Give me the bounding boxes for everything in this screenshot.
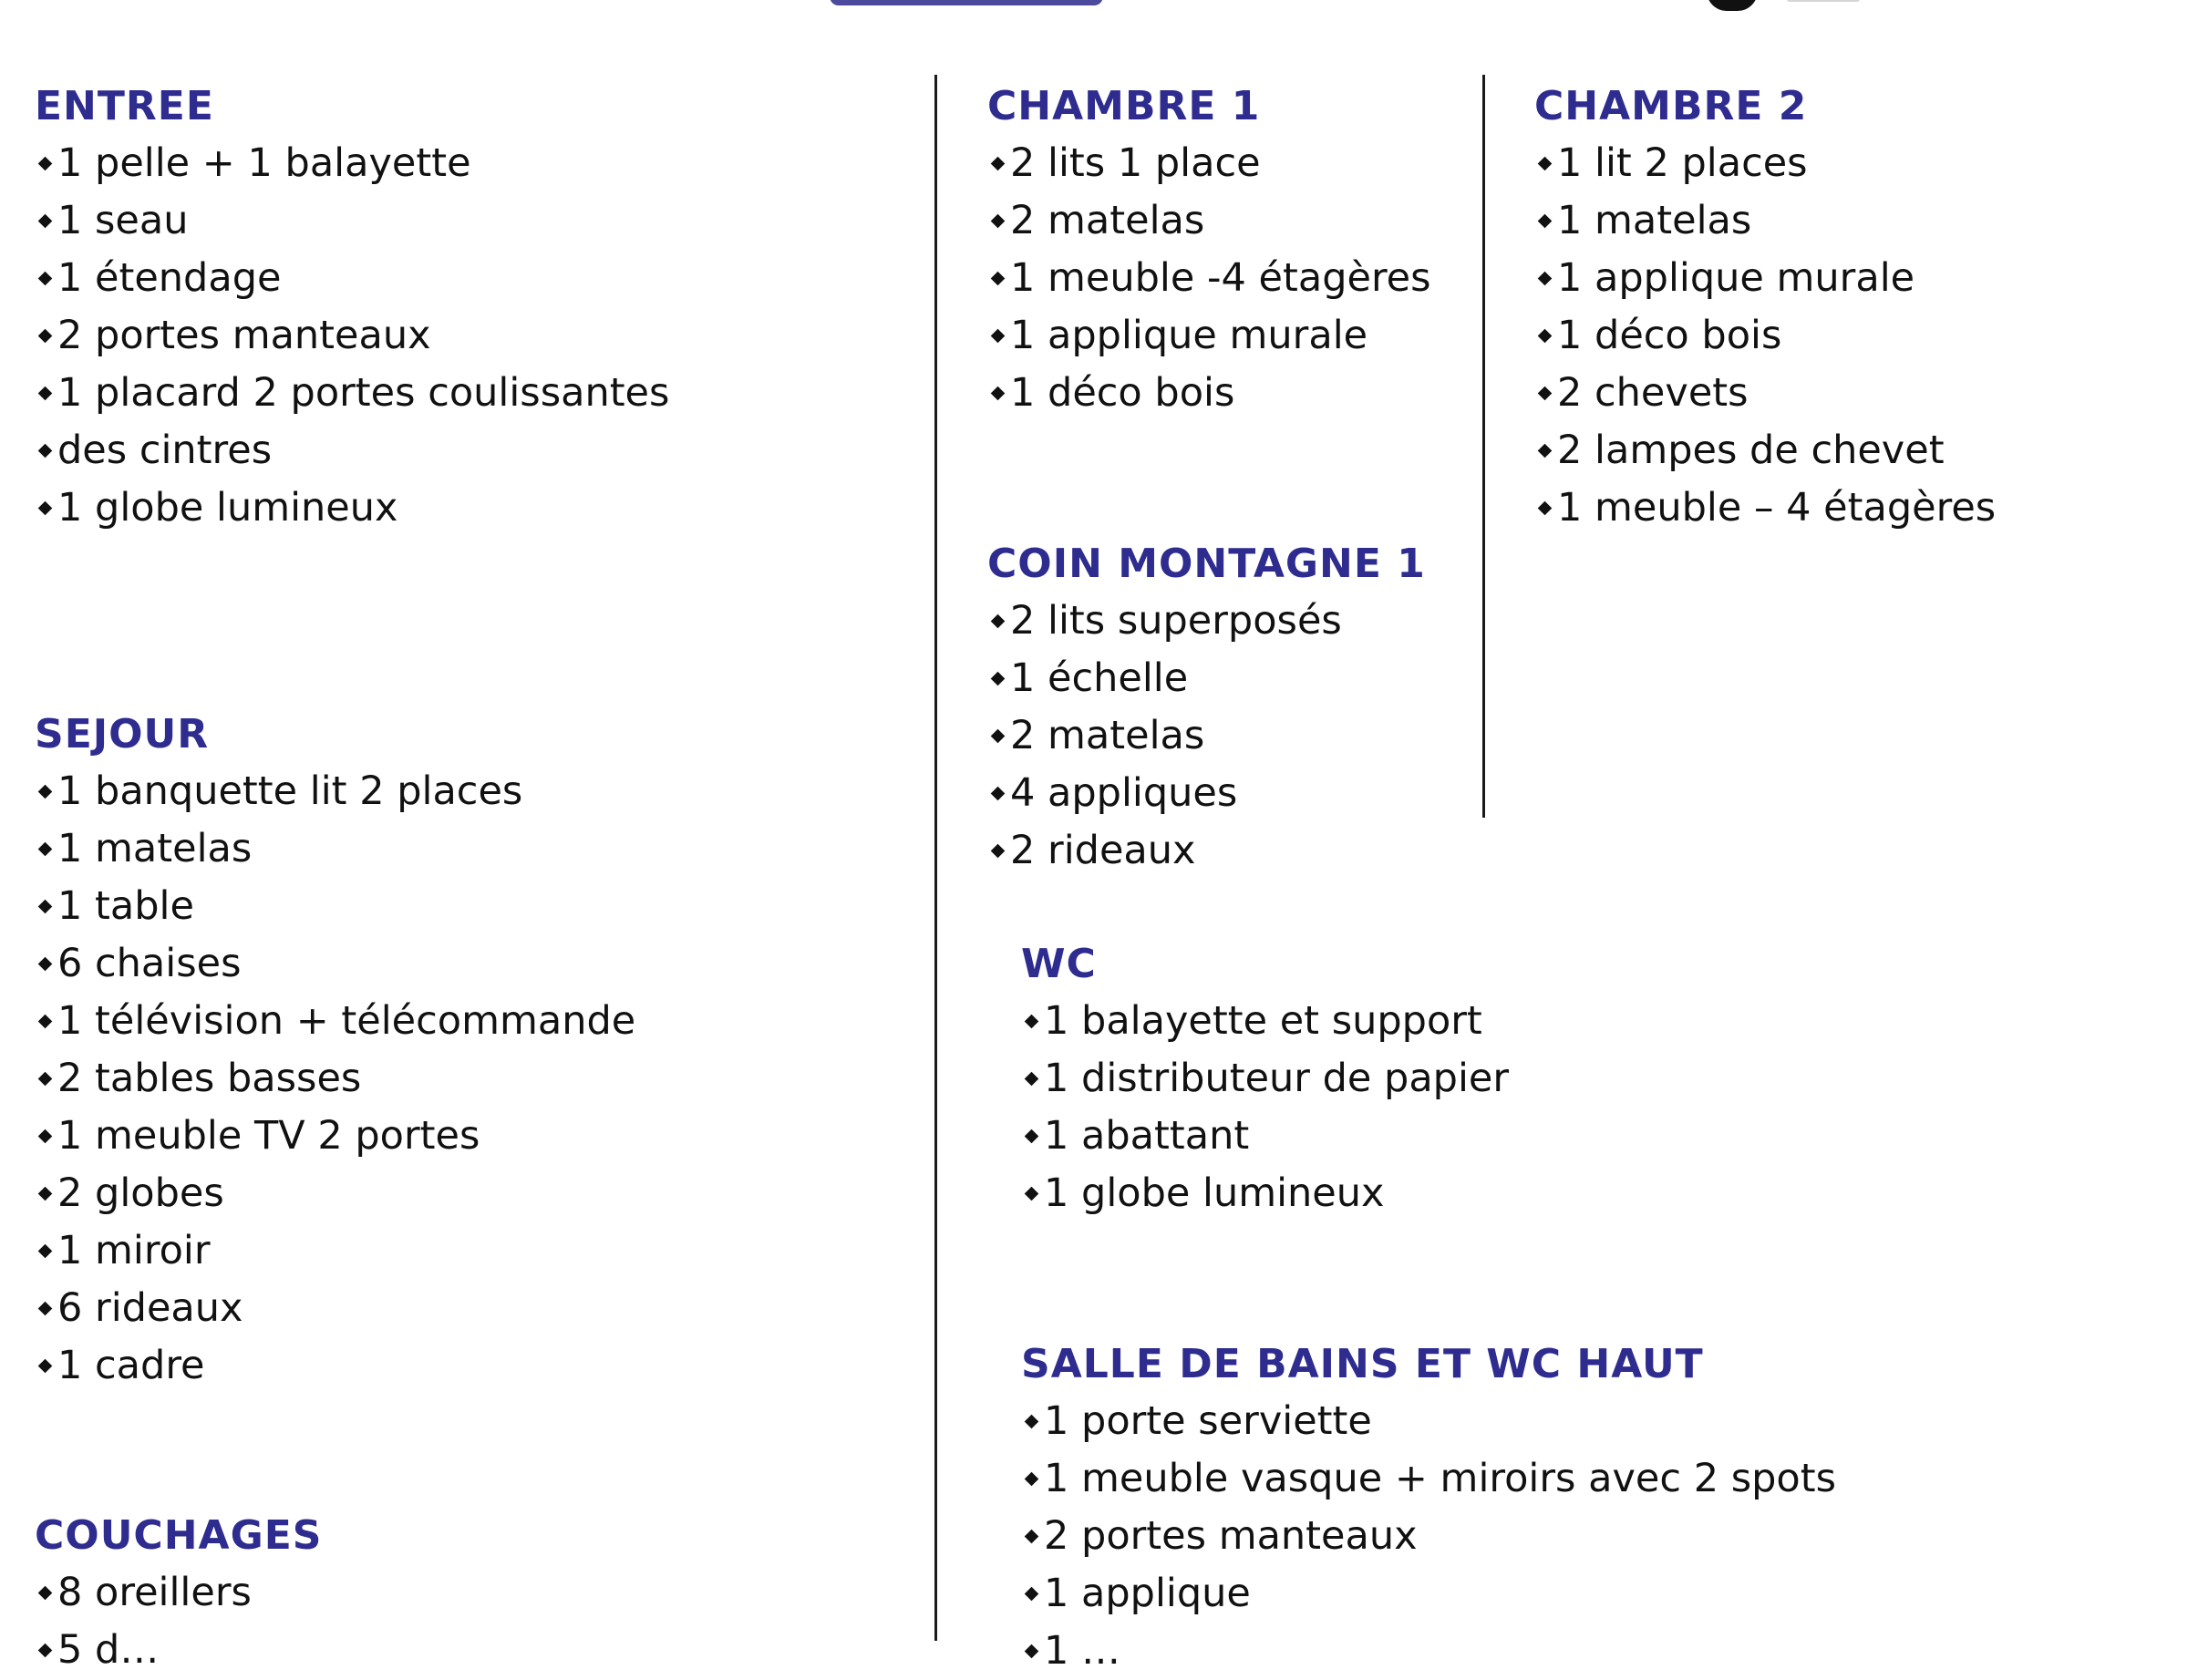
- item-text: 1 placard 2 portes coulissantes: [57, 370, 670, 416]
- list-item: [987, 650, 1426, 707]
- list-item: [987, 192, 1431, 250]
- section-chambre-1: [987, 78, 1431, 422]
- diamond-bullet-icon: [38, 1644, 53, 1658]
- item-text: 1 déco bois: [1010, 370, 1235, 416]
- item-text: 1 applique murale: [1010, 313, 1368, 358]
- list-item: [987, 307, 1431, 365]
- list-item: [1021, 993, 1509, 1050]
- clipped-logo-icon: [1707, 0, 1758, 11]
- section-title: WC: [1021, 941, 1097, 987]
- diamond-bullet-icon: [1538, 501, 1553, 516]
- diamond-bullet-icon: [991, 614, 1006, 629]
- list-item: [35, 935, 635, 993]
- list-item: [35, 1622, 322, 1679]
- item-text: 1 pelle + 1 balayette: [57, 140, 471, 186]
- list-item: [987, 593, 1426, 650]
- list-item: [35, 1337, 635, 1395]
- item-text: 6 rideaux: [57, 1285, 243, 1331]
- diamond-bullet-icon: [991, 157, 1006, 171]
- item-text: 5 d…: [57, 1627, 160, 1673]
- diamond-bullet-icon: [38, 842, 53, 857]
- list-item: [1534, 192, 1996, 250]
- item-list: [35, 1564, 322, 1679]
- item-text: 1 matelas: [1557, 198, 1752, 243]
- diamond-bullet-icon: [38, 1359, 53, 1374]
- list-item: [1534, 365, 1996, 422]
- item-list: [987, 135, 1431, 422]
- item-text: 2 portes manteaux: [57, 313, 431, 358]
- diamond-bullet-icon: [1538, 329, 1553, 344]
- column-divider-left: [934, 75, 937, 1641]
- diamond-bullet-icon: [1538, 272, 1553, 286]
- item-list: [1021, 993, 1509, 1222]
- diamond-bullet-icon: [991, 272, 1006, 286]
- item-text: 1 seau: [57, 198, 189, 243]
- section-title: ENTREE: [35, 83, 214, 129]
- item-text: 1 étendage: [57, 255, 282, 301]
- item-text: 1 matelas: [57, 826, 253, 871]
- diamond-bullet-icon: [38, 214, 53, 229]
- list-item: [987, 135, 1431, 192]
- list-item: [35, 1165, 635, 1222]
- item-list: [35, 135, 669, 537]
- item-text: 2 globes: [57, 1170, 224, 1216]
- diamond-bullet-icon: [1025, 1072, 1039, 1087]
- list-item: [987, 822, 1426, 880]
- item-text: des cintres: [57, 428, 273, 473]
- list-item: [35, 1564, 322, 1622]
- section-entree: [35, 78, 669, 537]
- diamond-bullet-icon: [1025, 1415, 1039, 1429]
- item-text: 1 balayette et support: [1044, 998, 1482, 1044]
- diamond-bullet-icon: [38, 1072, 53, 1087]
- item-text: 8 oreillers: [57, 1570, 252, 1615]
- diamond-bullet-icon: [1025, 1472, 1039, 1487]
- list-item: [1021, 1165, 1509, 1222]
- section-title: SALLE DE BAINS ET WC HAUT: [1021, 1341, 1704, 1387]
- clipped-page-title: [830, 0, 1103, 5]
- item-text: 1 échelle: [1010, 655, 1189, 701]
- list-item: [35, 1050, 635, 1108]
- item-text: 1 banquette lit 2 places: [57, 768, 523, 814]
- item-text: 1 meuble vasque + miroirs avec 2 spots: [1044, 1456, 1836, 1501]
- list-item: [1021, 1450, 1836, 1508]
- list-item: [35, 763, 635, 820]
- list-item: [35, 1108, 635, 1165]
- list-item: [1534, 479, 1996, 537]
- item-text: 1 cadre: [57, 1343, 205, 1388]
- list-item: [35, 365, 669, 422]
- list-item: [1021, 1393, 1836, 1450]
- diamond-bullet-icon: [38, 900, 53, 914]
- section-title: SEJOUR: [35, 711, 210, 758]
- diamond-bullet-icon: [991, 844, 1006, 859]
- diamond-bullet-icon: [1538, 214, 1553, 229]
- diamond-bullet-icon: [1538, 444, 1553, 459]
- list-item: [1021, 1508, 1836, 1565]
- diamond-bullet-icon: [38, 329, 53, 344]
- list-item: [1021, 1565, 1836, 1623]
- item-text: 2 rideaux: [1010, 828, 1196, 873]
- list-item: [1534, 250, 1996, 307]
- item-text: 1 distributeur de papier: [1044, 1056, 1510, 1101]
- diamond-bullet-icon: [38, 1015, 53, 1029]
- item-text: 2 chevets: [1557, 370, 1749, 416]
- item-text: 2 portes manteaux: [1044, 1513, 1418, 1559]
- item-list: [987, 593, 1426, 880]
- item-text: 1 applique murale: [1557, 255, 1915, 301]
- section-couchages: [35, 1508, 323, 1673]
- item-text: 1 globe lumineux: [1044, 1170, 1385, 1216]
- item-text: 1 table: [57, 883, 194, 929]
- diamond-bullet-icon: [1025, 1129, 1039, 1144]
- diamond-bullet-icon: [38, 157, 53, 171]
- diamond-bullet-icon: [991, 387, 1006, 401]
- section-wc: [1021, 936, 1509, 1222]
- list-item: [35, 250, 669, 307]
- diamond-bullet-icon: [38, 387, 53, 401]
- list-item: [1534, 135, 1996, 192]
- diamond-bullet-icon: [991, 729, 1006, 744]
- item-text: 1 télévision + télécommande: [57, 998, 636, 1044]
- list-item: [35, 820, 635, 878]
- diamond-bullet-icon: [38, 444, 53, 459]
- section-title: COIN MONTAGNE 1: [987, 541, 1426, 587]
- list-item: [35, 135, 669, 192]
- diamond-bullet-icon: [1538, 157, 1553, 171]
- item-text: 1 déco bois: [1557, 313, 1782, 358]
- item-text: 1 globe lumineux: [57, 485, 398, 531]
- diamond-bullet-icon: [991, 787, 1006, 801]
- section-title: COUCHAGES: [35, 1512, 323, 1559]
- item-text: 1 porte serviette: [1044, 1398, 1372, 1444]
- item-text: 1 meuble -4 étagères: [1010, 255, 1431, 301]
- item-text: 1 lit 2 places: [1557, 140, 1808, 186]
- list-item: [35, 878, 635, 935]
- diamond-bullet-icon: [1025, 1015, 1039, 1029]
- diamond-bullet-icon: [1538, 387, 1553, 401]
- item-text: 4 appliques: [1010, 770, 1238, 816]
- list-item: [987, 250, 1431, 307]
- list-item: [987, 707, 1426, 765]
- item-text: 2 tables basses: [57, 1056, 362, 1101]
- clipped-logo-text: [1787, 0, 1860, 2]
- diamond-bullet-icon: [1025, 1187, 1039, 1201]
- diamond-bullet-icon: [38, 1129, 53, 1144]
- diamond-bullet-icon: [991, 214, 1006, 229]
- diamond-bullet-icon: [991, 329, 1006, 344]
- section-chambre-2: [1534, 78, 1996, 537]
- item-text: 1 abattant: [1044, 1113, 1250, 1159]
- diamond-bullet-icon: [38, 1302, 53, 1316]
- item-text: 2 lits 1 place: [1010, 140, 1261, 186]
- diamond-bullet-icon: [38, 272, 53, 286]
- column-divider-right: [1482, 75, 1485, 818]
- diamond-bullet-icon: [1025, 1587, 1039, 1602]
- item-text: 1 miroir: [57, 1228, 211, 1273]
- diamond-bullet-icon: [38, 1187, 53, 1201]
- item-text: 1 meuble TV 2 portes: [57, 1113, 480, 1159]
- diamond-bullet-icon: [38, 1244, 53, 1259]
- list-item: [987, 765, 1426, 822]
- section-title: CHAMBRE 1: [987, 83, 1261, 129]
- section-salle-de-bains: [1021, 1336, 1836, 1674]
- item-text: 6 chaises: [57, 941, 242, 986]
- list-item: [1021, 1050, 1509, 1108]
- item-text: 1 applique: [1044, 1571, 1251, 1616]
- section-coin-montagne-1: [987, 536, 1426, 880]
- diamond-bullet-icon: [38, 785, 53, 799]
- diamond-bullet-icon: [38, 957, 53, 972]
- diamond-bullet-icon: [991, 672, 1006, 686]
- list-item: [1534, 422, 1996, 479]
- list-item: [1021, 1623, 1836, 1680]
- list-item: [35, 479, 669, 537]
- item-list: [1021, 1393, 1836, 1680]
- list-item: [987, 365, 1431, 422]
- diamond-bullet-icon: [38, 501, 53, 516]
- item-text: 2 lits superposés: [1010, 598, 1342, 644]
- list-item: [35, 1280, 635, 1337]
- item-text: 2 matelas: [1010, 198, 1205, 243]
- list-item: [35, 192, 669, 250]
- item-list: [35, 763, 635, 1395]
- item-text: 1 meuble – 4 étagères: [1557, 485, 1997, 531]
- list-item: [35, 1222, 635, 1280]
- section-sejour: [35, 706, 635, 1395]
- diamond-bullet-icon: [38, 1586, 53, 1601]
- item-text: 2 matelas: [1010, 713, 1205, 758]
- diamond-bullet-icon: [1025, 1644, 1039, 1659]
- item-list: [1534, 135, 1996, 537]
- list-item: [35, 422, 669, 479]
- diamond-bullet-icon: [1025, 1530, 1039, 1544]
- list-item: [35, 307, 669, 365]
- item-text: 1 …: [1044, 1628, 1121, 1674]
- item-text: 2 lampes de chevet: [1557, 428, 1945, 473]
- list-item: [1021, 1108, 1509, 1165]
- section-title: CHAMBRE 2: [1534, 83, 1808, 129]
- list-item: [35, 993, 635, 1050]
- list-item: [1534, 307, 1996, 365]
